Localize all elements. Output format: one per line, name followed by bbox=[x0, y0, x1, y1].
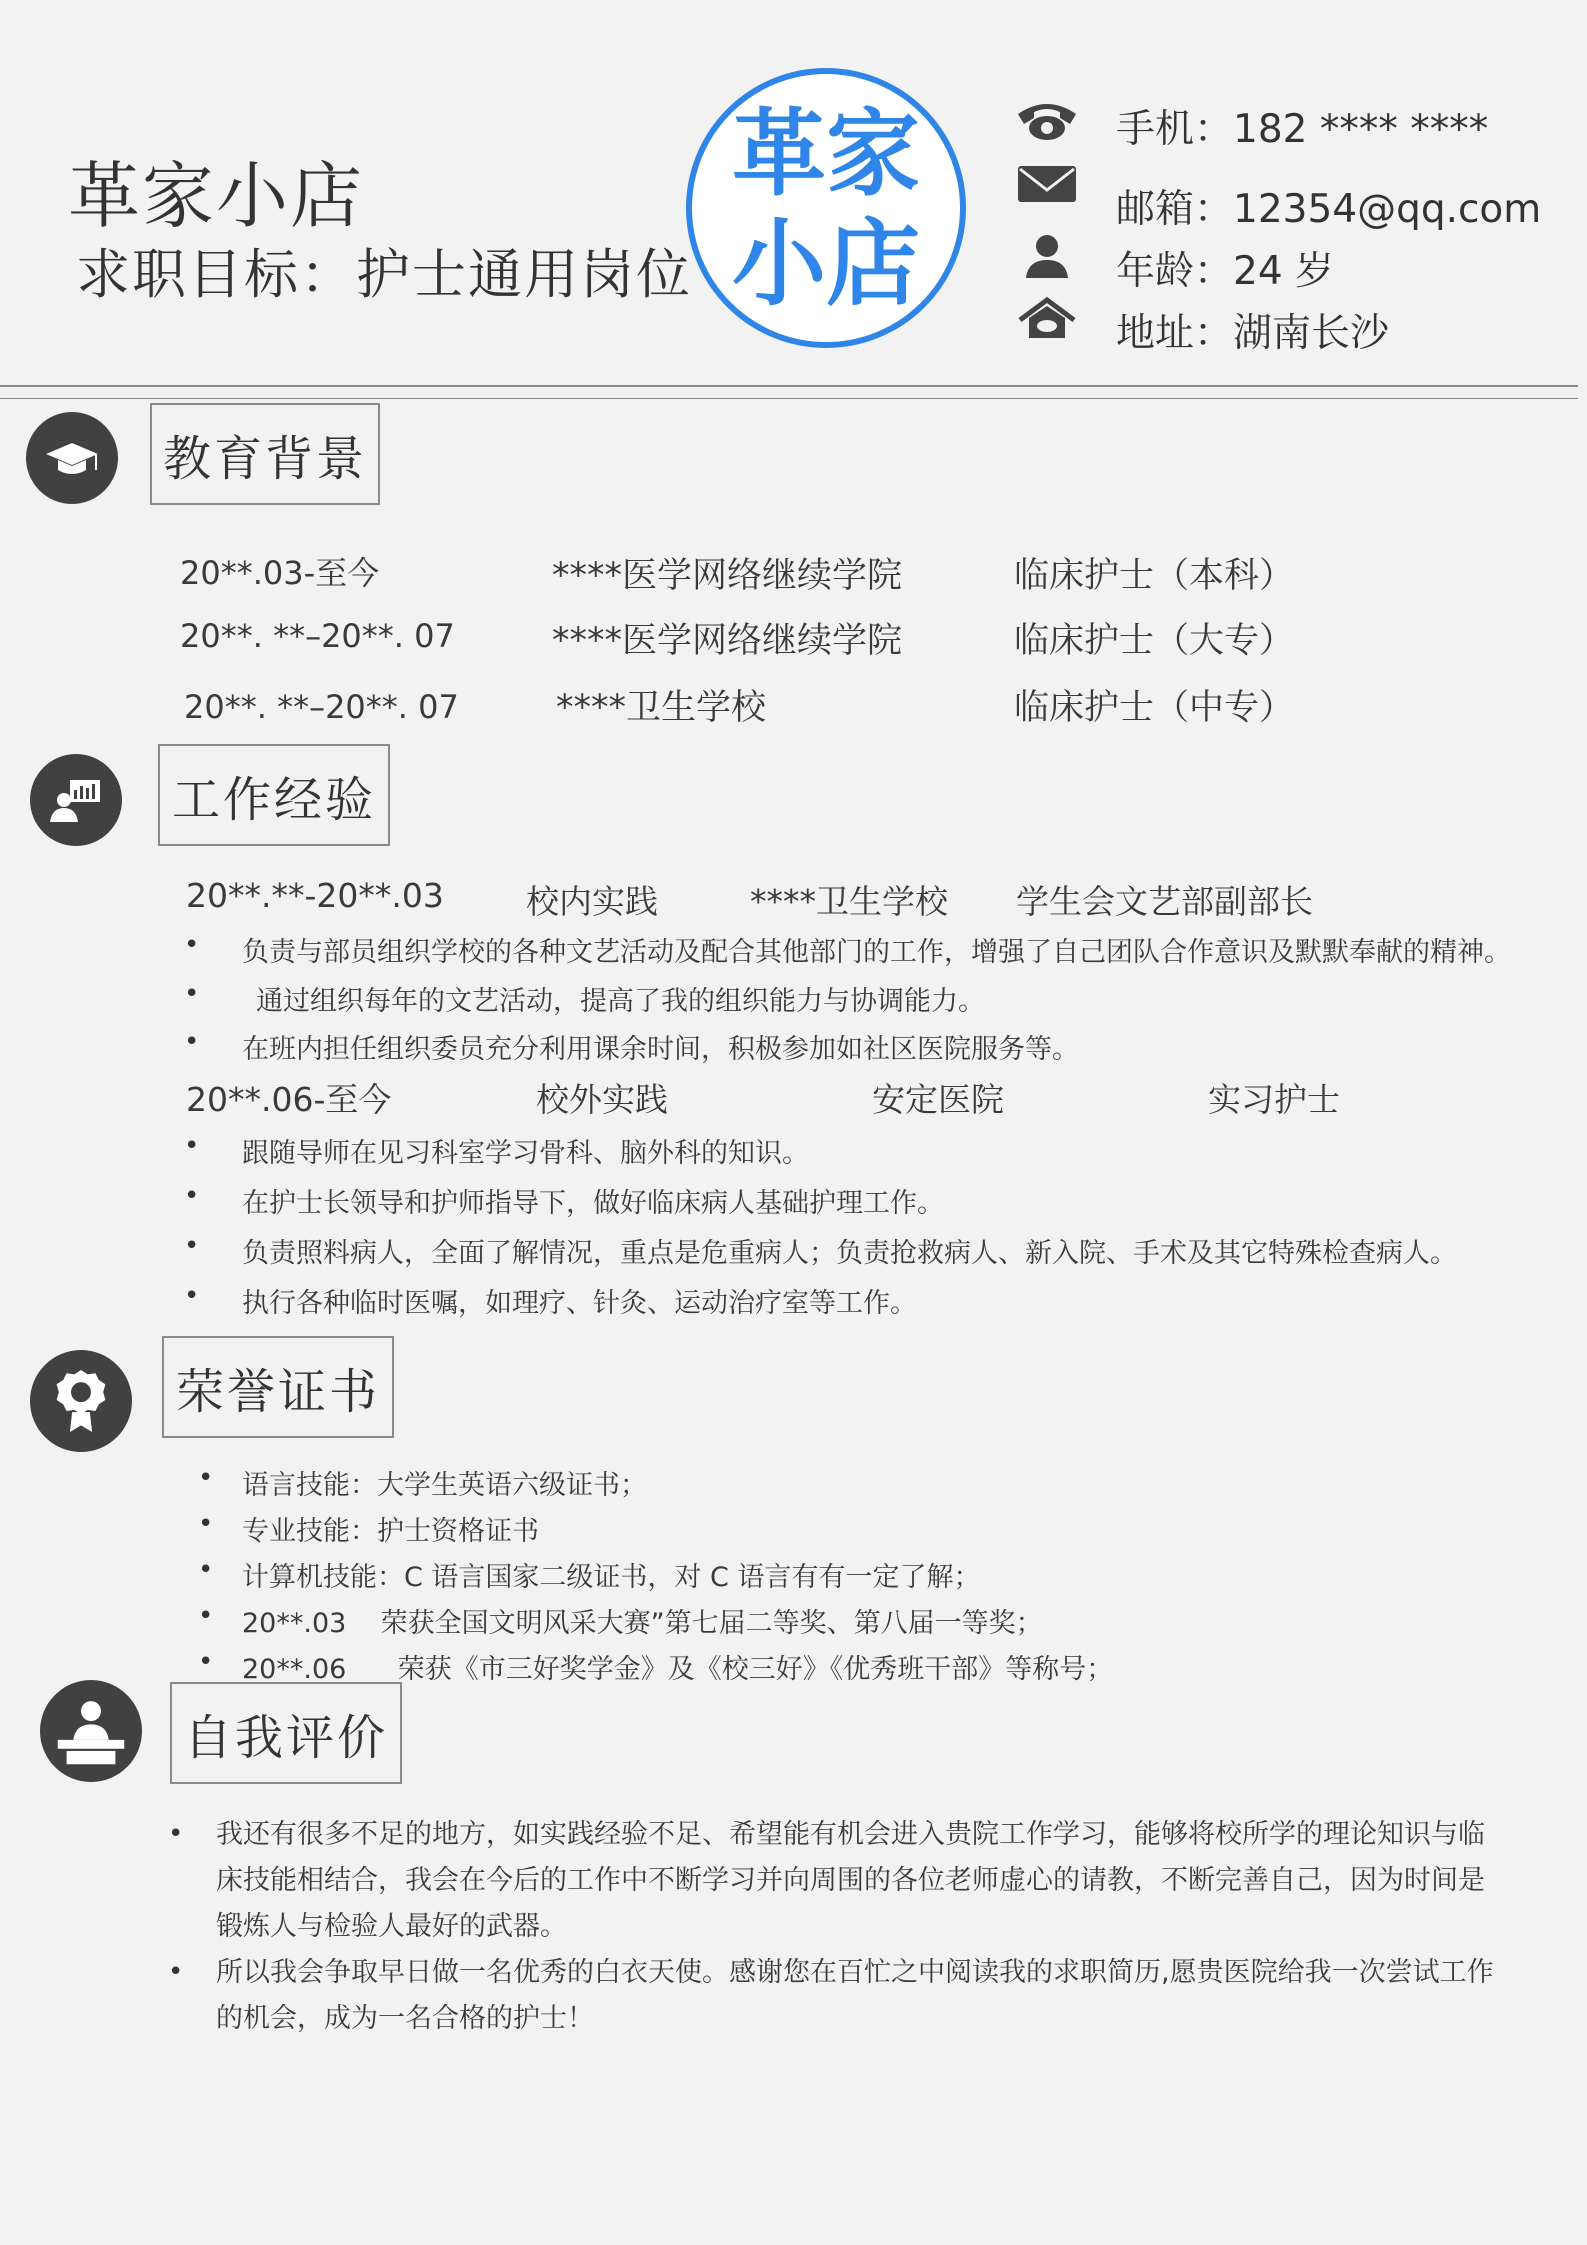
self-eval-line: 我还有很多不足的地方，如实践经验不足、希望能有机会进入贵院工作学习，能够将校所学的理论知识与临 bbox=[216, 1819, 1485, 1850]
edu-date: 20**. **–20**. 07 bbox=[184, 688, 459, 726]
edu-school: ****医学网络继续学院 bbox=[552, 621, 903, 661]
job-bullet: 负责与部员组织学校的各种文艺活动及配合其他部门的工作，增强了自己团队合作意识及默默奉献的精神。 bbox=[242, 937, 1511, 968]
phone-icon bbox=[1012, 96, 1082, 144]
self-eval-line: 床技能相结合，我会在今后的工作中不断学习并向周围的各位老师虚心的请教，不断完善自己，因为时间是 bbox=[216, 1865, 1485, 1896]
name-stamp-logo bbox=[686, 68, 966, 348]
header-divider bbox=[0, 385, 1578, 387]
bullet: • bbox=[168, 1957, 184, 1987]
contact-age: 年龄：24 岁 bbox=[1116, 249, 1335, 294]
bullet: • bbox=[198, 1463, 214, 1493]
bullet: • bbox=[184, 979, 200, 1009]
graduation-cap-icon bbox=[26, 412, 118, 504]
contact-email: 邮箱：12354@qq.com bbox=[1116, 187, 1542, 232]
edu-major: 临床护士（本科） bbox=[1014, 556, 1295, 596]
section-title-honors: 荣誉证书 bbox=[162, 1336, 394, 1438]
contact-phone: 手机：182 **** **** bbox=[1116, 107, 1489, 152]
edu-date: 20**. **–20**. 07 bbox=[180, 617, 455, 655]
job-role: 实习护士 bbox=[1208, 1080, 1340, 1119]
section-title-work: 工作经验 bbox=[158, 744, 390, 846]
edu-major: 临床护士（大专） bbox=[1014, 621, 1295, 661]
bullet: • bbox=[184, 1281, 200, 1311]
job-type: 校外实践 bbox=[536, 1080, 668, 1119]
bullet: • bbox=[198, 1555, 214, 1585]
honor-item: 计算机技能：C 语言国家二级证书，对 C 语言有有一定了解； bbox=[242, 1562, 981, 1593]
honor-item: 专业技能：护士资格证书 bbox=[242, 1516, 539, 1547]
bullet: • bbox=[168, 1819, 184, 1849]
edu-major: 临床护士（中专） bbox=[1014, 688, 1295, 728]
edu-school: ****医学网络继续学院 bbox=[552, 556, 903, 596]
self-eval-line: 锻炼人与检验人最好的武器。 bbox=[216, 1911, 567, 1942]
bullet: • bbox=[184, 1231, 200, 1261]
award-icon bbox=[30, 1350, 132, 1452]
job-bullet: 负责照料病人，全面了解情况，重点是危重病人；负责抢救病人、新入院、手术及其它特殊检查病人。 bbox=[242, 1238, 1457, 1269]
bullet: • bbox=[198, 1647, 214, 1677]
job-bullet: 在护士长领导和护师指导下，做好临床病人基础护理工作。 bbox=[242, 1188, 944, 1219]
bullet: • bbox=[184, 1181, 200, 1211]
bullet: • bbox=[184, 930, 200, 960]
contact-address: 地址：湖南长沙 bbox=[1116, 311, 1390, 356]
job-org: 安定医院 bbox=[872, 1080, 1004, 1119]
bullet: • bbox=[184, 1131, 200, 1161]
edu-date: 20**.03-至今 bbox=[180, 554, 380, 592]
home-icon bbox=[1012, 294, 1082, 342]
bullet: • bbox=[198, 1509, 214, 1539]
edu-school: ****卫生学校 bbox=[556, 688, 767, 728]
job-date: 20**.**-20**.03 bbox=[186, 876, 444, 915]
honor-item: 语言技能：大学生英语六级证书； bbox=[242, 1470, 647, 1501]
job-type: 校内实践 bbox=[526, 882, 658, 921]
job-org: ****卫生学校 bbox=[750, 882, 948, 921]
self-eval-line: 所以我会争取早日做一名优秀的白衣天使。感谢您在百忙之中阅读我的求职简历,愿贵医院给我一次尝试工作 bbox=[216, 1957, 1494, 1988]
job-role: 学生会文艺部副部长 bbox=[1016, 882, 1313, 921]
job-bullet: 在班内担任组织委员充分利用课余时间，积极参加如社区医院服务等。 bbox=[242, 1034, 1079, 1065]
mail-icon bbox=[1012, 160, 1082, 208]
candidate-name: 革家小店 bbox=[68, 154, 365, 238]
honor-item: 20**.06 荣获《市三好奖学金》及《校三好》《优秀班干部》等称号； bbox=[242, 1654, 1114, 1685]
svg-text:革家: 革家 bbox=[731, 99, 921, 209]
section-title-self: 自我评价 bbox=[170, 1682, 402, 1784]
job-bullet: 通过组织每年的文艺活动，提高了我的组织能力与协调能力。 bbox=[256, 986, 985, 1017]
job-bullet: 跟随导师在见习科室学习骨科、脑外科的知识。 bbox=[242, 1138, 809, 1169]
bullet: • bbox=[198, 1601, 214, 1631]
stamp-lettering bbox=[692, 74, 960, 342]
presenter-icon bbox=[30, 754, 122, 846]
header-divider-thin bbox=[0, 398, 1578, 399]
honor-item: 20**.03 荣获全国文明风采大赛”第七届二等奖、第八届一等奖； bbox=[242, 1608, 1043, 1639]
section-title-education: 教育背景 bbox=[150, 403, 380, 505]
person-icon bbox=[1012, 232, 1082, 280]
speaker-icon bbox=[40, 1680, 142, 1782]
job-date: 20**.06-至今 bbox=[186, 1080, 392, 1119]
svg-text:小店: 小店 bbox=[731, 209, 921, 319]
bullet: • bbox=[184, 1027, 200, 1057]
job-bullet: 执行各种临时医嘱，如理疗、针灸、运动治疗室等工作。 bbox=[242, 1288, 917, 1319]
self-eval-line: 的机会，成为一名合格的护士！ bbox=[216, 2003, 594, 2034]
job-objective: 求职目标：护士通用岗位 bbox=[76, 243, 692, 306]
